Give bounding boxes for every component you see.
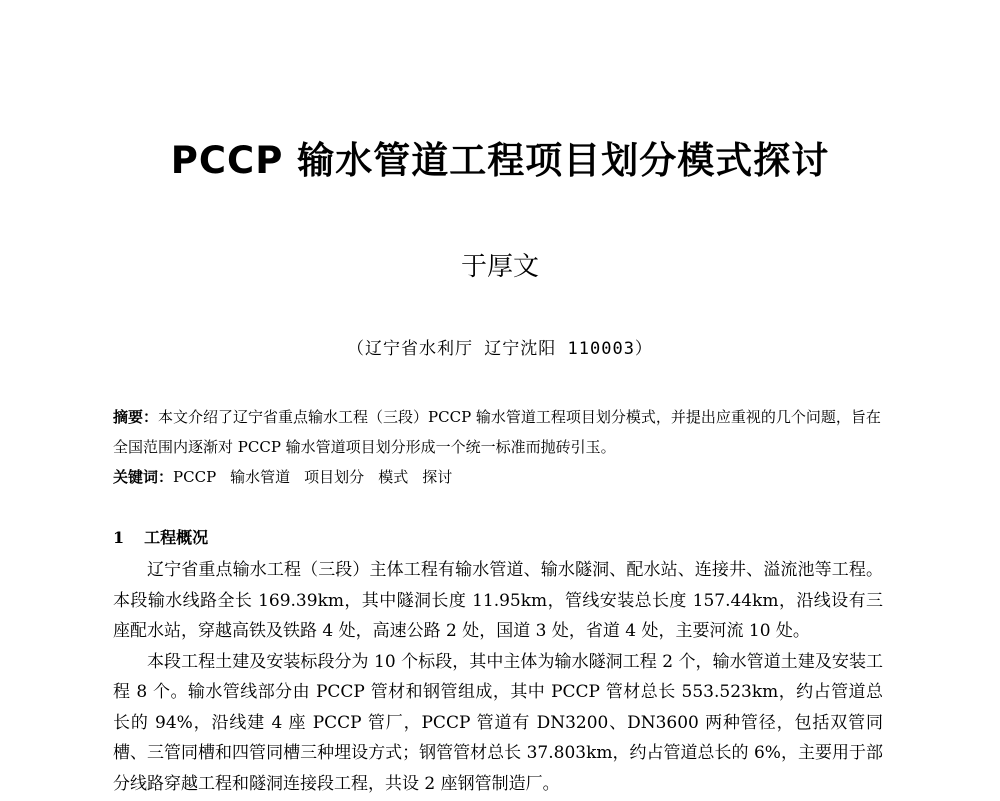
section-title: 工程概况 <box>144 528 209 547</box>
author-name: 于厚文 <box>460 252 539 282</box>
keyword: 项目划分 <box>304 468 365 486</box>
paragraph: 本段工程土建及安装标段分为 10 个标段，其中主体为输水隧洞工程 2 个，输水管道土建及安装工程 8 个。输水管线部分由 PCCP 管材和钢管组成，其中 PCCP 管材总长 553.523km，约占管道总长的 94%，沿线建 4 座 PCCP 管厂，PCCP 管道有 DN3200、DN3600 两种管径，包括双管同槽、三管同槽和四管同槽三种埋设方式；钢管管材总长 37.803km，约占管道总长的 6%，主要用于部分线路穿越工程和隧洞连接段工程，共设 2 座钢管制造厂。 <box>113 651 883 794</box>
keyword: 探讨 <box>422 468 453 486</box>
keyword: PCCP <box>173 468 217 486</box>
paper-title: PCCP 输水管道工程项目划分模式探讨 <box>170 139 830 182</box>
paragraph: 辽宁省重点输水工程（三段）主体工程有输水管道、输水隧洞、配水站、连接井、溢流池等工程。本段输水线路全长 169.39km，其中隧洞长度 11.95km，管线安装总长度 157.44km，沿线设有三座配水站，穿越高铁及铁路 4 处，高速公路 2 处，国道 3 处，省道 4 处，主要河流 10 处。 <box>113 560 883 641</box>
abstract <box>113 402 883 462</box>
abstract-label: 摘要： <box>113 408 159 426</box>
keywords-label: 关键词： <box>113 468 174 486</box>
abstract-text: 本文介绍了辽宁省重点输水工程（三段）PCCP 输水管道工程项目划分模式，并提出应重视的几个问题，旨在全国范围内逐渐对 PCCP 输水管道项目划分形成一个统一标准而抛砖引玉。 <box>113 408 881 456</box>
keywords <box>113 466 883 487</box>
keyword: 模式 <box>378 468 409 486</box>
section-body <box>113 555 883 799</box>
author-affiliation: （辽宁省水利厅 辽宁沈阳 110003） <box>347 339 653 359</box>
section-heading <box>113 525 208 548</box>
section-number: 1 <box>113 528 125 547</box>
keyword: 输水管道 <box>230 468 291 486</box>
